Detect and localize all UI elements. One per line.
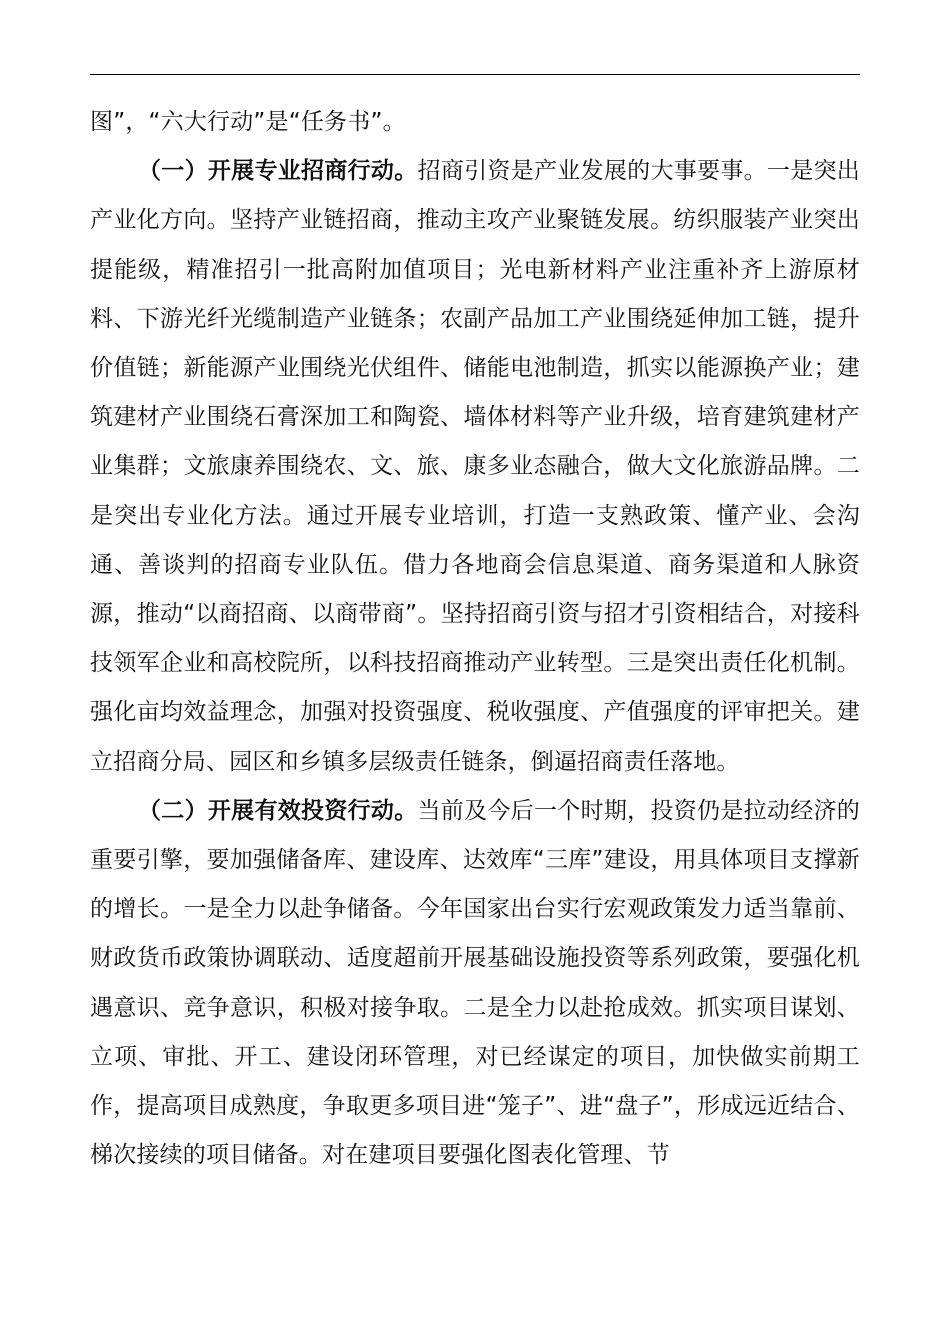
paragraph-continuation: [90, 98, 860, 147]
paragraph-text: 招商引资是产业发展的大事要事。一是突出产业化方向。坚持产业链招商，推动主攻产业聚链发展。纺织服装产业突出提能级，精准招引一批高附加值项目；光电新材料产业注重补齐上游原材料、下游光纤光缆制造产业链条；农副产品加工产业围绕延伸加工链，提升价值链；新能源产业围绕光伏组件、储能电池制造，抓实以能源换产业；建筑建材产业围绕石膏深加工和陶瓷、墙体材料等产业升级，培育建筑建材产业集群；文旅康养围绕农、文、旅、康多业态融合，做大文化旅游品牌。二是突出专业化方法。通过开展专业培训，打造一支熟政策、懂产业、会沟通、善谈判的招商专业队伍。借力各地商会信息渠道、商务渠道和人脉资源，推动“以商招商、以商带商”。坚持招商引资与招才引资相结合，对接科技领军企业和高校院所，以科技招商推动产业转型。三是突出责任化机制。强化亩均效益理念，加强对投资强度、税收强度、产值强度的评审把关。建立招商分局、园区和乡镇多层级责任链条，倒逼招商责任落地。: [90, 158, 860, 775]
section-heading: （一）开展专业招商行动。: [138, 158, 418, 185]
document-body: [90, 98, 860, 1180]
paragraph-text: 当前及今后一个时期，投资仍是拉动经济的重要引擎，要加强储备库、建设库、达效库“三库”建设，用具体项目支撑新的增长。一是全力以赴争储备。今年国家出台实行宏观政策发力适当靠前、财政货币政策协调联动、适度超前开展基础设施投资等系列政策，要强化机遇意识、竞争意识，积极对接争取。二是全力以赴抢成效。抓实项目谋划、立项、审批、开工、建设闭环管理，对已经谋定的项目，加快做实前期工作，提高项目成熟度，争取更多项目进“笼子”、进“盘子”，形成远近结合、梯次接续的项目储备。对在建项目要强化图表化管理、节: [90, 797, 860, 1169]
paragraph-text: 图”，“六大行动”是“任务书”。: [90, 109, 406, 135]
paragraph-effective-investment: [90, 787, 860, 1181]
section-heading: （二）开展有效投资行动。: [138, 797, 418, 824]
paragraph-investment-attraction: [90, 147, 860, 787]
header-rule: [90, 74, 860, 75]
